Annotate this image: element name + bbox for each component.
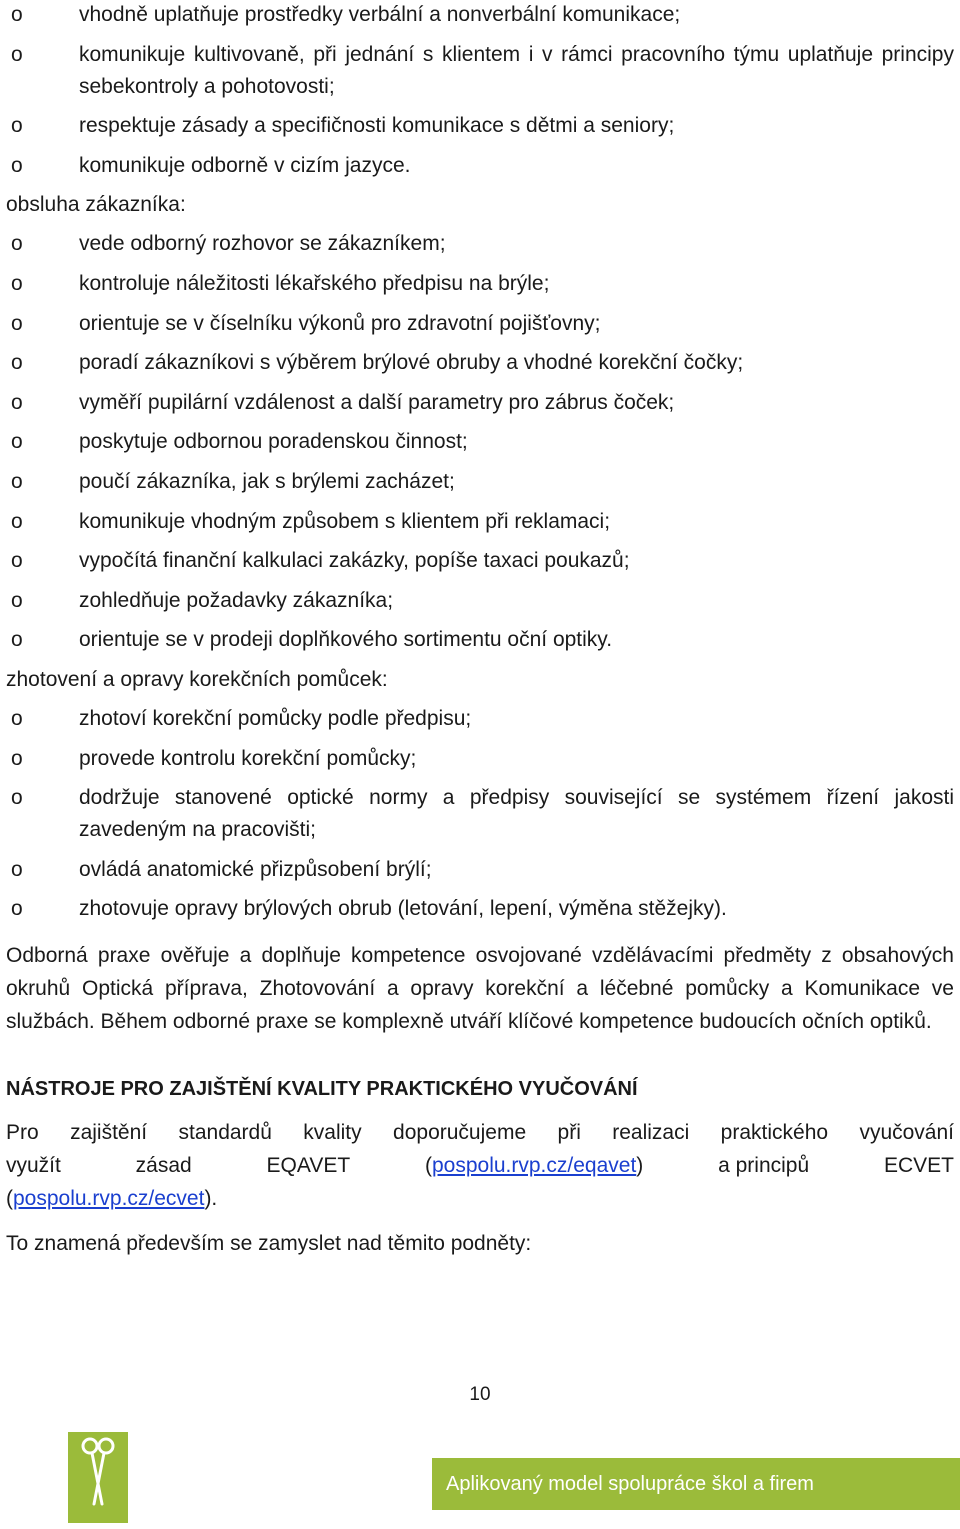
- page-number: 10: [469, 1384, 491, 1405]
- bullet-marker: o: [11, 469, 23, 493]
- eqavet-link[interactable]: pospolu.rvp.cz/eqavet: [431, 1154, 637, 1178]
- eqavet-link-group: [425, 1149, 643, 1182]
- list-item-text: vypočítá finanční kalkulaci zakázky, popíše taxaci poukazů;: [79, 549, 630, 573]
- list-item-text: zhotoví korekční pomůcky podle předpisu;: [79, 706, 472, 730]
- paren-open: (: [424, 1154, 432, 1178]
- list-item-text: vede odborný rozhovor se zákazníkem;: [79, 232, 446, 256]
- bullet-marker: o: [11, 430, 23, 454]
- bullet-marker: o: [11, 351, 23, 375]
- list-item: [0, 308, 960, 340]
- list-item: [0, 150, 960, 182]
- list-item: [0, 545, 960, 577]
- list-item-text: komunikuje kultivovaně, při jednání s klientem i v rámci pracovního týmu uplatňuje principy sebekontroly a pohotovosti;: [79, 42, 954, 98]
- list-item-text: zhotovuje opravy brýlových obrub (letování, lepení, výměna stěžejky).: [79, 897, 727, 921]
- scissors-icon: [68, 1432, 128, 1523]
- bullet-marker: o: [11, 42, 23, 66]
- ecvet-link[interactable]: pospolu.rvp.cz/ecvet: [13, 1187, 205, 1211]
- list-item-text: kontroluje náležitosti lékařského předpisu na brýle;: [79, 271, 550, 295]
- paren-open: (: [6, 1187, 13, 1211]
- word: ECVET: [883, 1154, 954, 1178]
- footer-tagline: Aplikovaný model spolupráce škol a firem: [446, 1472, 814, 1495]
- service-list: [0, 228, 960, 656]
- list-item-text: provede kontrolu korekční pomůcky;: [79, 746, 417, 770]
- list-item: [0, 466, 960, 498]
- word: EQAVET: [266, 1154, 351, 1178]
- list-item-text: orientuje se v číselníku výkonů pro zdravotní pojišťovny;: [79, 311, 601, 335]
- bullet-marker: o: [11, 114, 23, 138]
- bullet-marker: o: [11, 390, 23, 414]
- section-heading-production: zhotovení a opravy korekčních pomůcek:: [6, 667, 388, 691]
- list-item-text: komunikuje odborně v cizím jazyce.: [79, 153, 411, 177]
- bullet-marker: o: [11, 271, 23, 295]
- bullet-marker: o: [11, 549, 23, 573]
- list-item: [0, 0, 960, 31]
- quality-line-1-text: Pro zajištění standardů kvality doporučujeme při realizaci praktického vyučování: [6, 1121, 954, 1145]
- bullet-marker: o: [11, 628, 23, 652]
- list-item: [0, 268, 960, 300]
- quality-line-2: [6, 1149, 954, 1182]
- list-item-text: poradí zákazníkovi s výběrem brýlové obruby a vhodné korekční čočky;: [79, 351, 744, 375]
- word: zásad: [135, 1154, 192, 1178]
- quality-section-title: NÁSTROJE PRO ZAJIŠTĚNÍ KVALITY PRAKTICKÉHO VYUČOVÁNÍ: [6, 1078, 638, 1101]
- bullet-marker: o: [11, 897, 23, 921]
- list-item-text: orientuje se v prodeji doplňkového sortimentu oční optiky.: [79, 628, 613, 652]
- list-item: [0, 387, 960, 419]
- bullet-marker: o: [11, 509, 23, 533]
- list-item: [0, 743, 960, 775]
- list-item: [0, 585, 960, 617]
- quality-paragraph: [6, 1116, 954, 1215]
- word: využít: [6, 1154, 61, 1178]
- bullet-marker: o: [11, 232, 23, 256]
- list-item: [0, 426, 960, 458]
- list-item: [0, 703, 960, 735]
- bullet-marker: o: [11, 857, 23, 881]
- footer-banner: [432, 1458, 960, 1510]
- list-item: [0, 228, 960, 260]
- list-item-text: respektuje zásady a specifičnosti komunikace s dětmi a seniory;: [79, 114, 675, 138]
- list-item: [0, 110, 960, 142]
- bullet-marker: o: [11, 746, 23, 770]
- quality-line-1: [6, 1116, 954, 1149]
- bullet-marker: o: [11, 311, 23, 335]
- list-item-text: zohledňuje požadavky zákazníka;: [79, 588, 394, 612]
- bullet-marker: o: [11, 706, 23, 730]
- list-item: [0, 506, 960, 538]
- communication-list: [0, 0, 960, 182]
- list-item-text: poskytuje odbornou poradenskou činnost;: [79, 430, 468, 454]
- paren-close: ): [636, 1154, 644, 1178]
- list-item-text: ovládá anatomické přizpůsobení brýlí;: [79, 857, 432, 881]
- bullet-marker: o: [11, 153, 23, 177]
- list-item-text: komunikuje vhodným způsobem s klientem při reklamaci;: [79, 509, 611, 533]
- list-item: [0, 39, 960, 103]
- section-heading-service: obsluha zákazníka:: [6, 193, 186, 217]
- list-item: [0, 347, 960, 379]
- list-item: [0, 782, 960, 846]
- list-item-text: vhodně uplatňuje prostředky verbální a nonverbální komunikace;: [79, 3, 681, 26]
- bullet-marker: o: [11, 786, 23, 810]
- closing-paragraph: To znamená především se zamyslet nad těmito podněty:: [6, 1232, 532, 1256]
- production-list: [0, 703, 960, 925]
- bullet-marker: o: [11, 3, 23, 26]
- practice-paragraph: Odborná praxe ověřuje a doplňuje kompetence osvojované vzdělávacími předměty z obsahových okruhů Optická příprava, Zhotovování a opravy korekční a léčebné pomůcky a Komunikace ve službách. Během odborné praxe se komplexně utváří klíčové kompetence budoucích očních optiků.: [6, 944, 954, 1034]
- bullet-marker: o: [11, 588, 23, 612]
- word: a principů: [718, 1154, 810, 1178]
- footer-logo: [68, 1432, 128, 1523]
- list-item: [0, 854, 960, 886]
- list-item: [0, 893, 960, 925]
- list-item: [0, 624, 960, 656]
- list-item-text: poučí zákazníka, jak s brýlemi zacházet;: [79, 469, 455, 493]
- list-item-text: vyměří pupilární vzdálenost a další parametry pro zábrus čoček;: [79, 390, 675, 414]
- quality-line-3: [6, 1182, 954, 1215]
- list-item-text: dodržuje stanovené optické normy a předpisy související se systémem řízení jakosti zavedeným na pracovišti;: [79, 786, 954, 842]
- paren-close: ).: [204, 1187, 218, 1211]
